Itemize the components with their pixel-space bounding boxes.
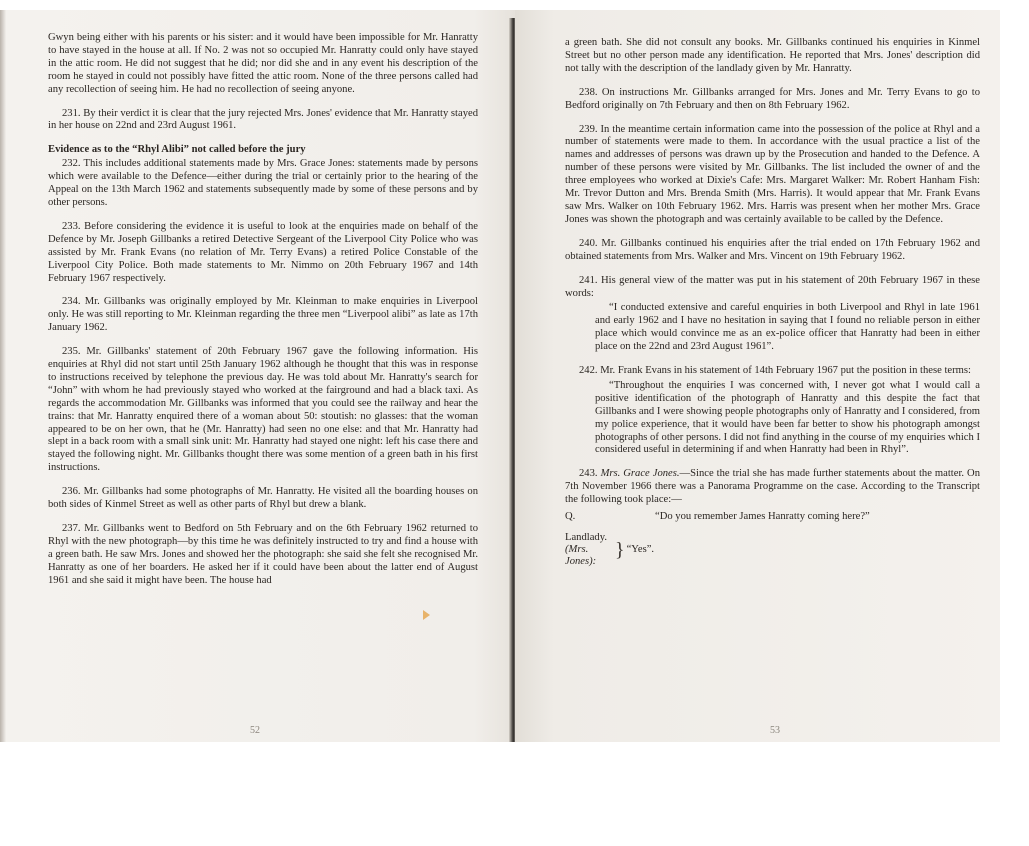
- question-text: “Do you remember James Hanratty coming here?”: [655, 511, 870, 523]
- paragraph-240: 240. Mr. Gillbanks continued his enquiries after the trial ended on 17th February 1962 and obtained statements from Mrs. Walker and Mrs. Vincent on 19th February 1962.: [565, 237, 980, 262]
- right-page: [515, 10, 1000, 742]
- paragraph-243-text: —Since the trial she has made further statements about the matter. On 7th November 1966 there was a Panorama Programme on the case. According to the Transcript the following took place:—: [565, 468, 980, 506]
- paragraph-235: 235. Mr. Gillbanks' statement of 20th February 1967 gave the following information. His enquiries at Rhyl did not start until 25th January 1962 although he thought that this was in response to instructions received by telephone the previous day. He was told about Mr. Hanratty's search for “John” with whom he had previously stayed who worked at the fairground and had a black taxi. As regards the accommodation Mr. Gillbanks was informed that you could see the railway and hear the trains: that Mr. Hanratty enquired there of a woman about 50: stoutish: no glasses: that the woman appeared to be on her own, that he (Mr. Hanratty) had seen no one else: and that Mr. Hanratty had slept in a back room with a small sink unit: Mr. Hanratty had stayed one night: left his case there and stayed the following night. Mr. Gillbanks thought there was some mention of a green bath in his first instructions.: [48, 346, 478, 474]
- speaker-role: Landlady.: [565, 532, 607, 543]
- paragraph-239: 239. In the meantime certain information came into the possession of the police at Rhyl and a number of statements were made to them. In accordance with the usual practice a list of the names and addresses of persons was drawn up by the Prosecution and handed to the Defence. A number of these persons were visited by Mr. Gillbanks. The list included the owner of and the three employees who worked at Dixie's Cafe: Mrs. Margaret Walker: Mr. Robert Hanham Fish: Mr. Trevor Dutton and Mrs. Brenda Smith (Mrs. Harris). It would appear that Mr. Frank Evans saw Mrs. Walker on 10th February 1962. Mrs. Harris was present when her mother Mrs. Grace Jones was shown the photograph and was certainly available to be called by the Defence.: [565, 123, 980, 225]
- paragraph-238: 238. On instructions Mr. Gillbanks arranged for Mrs. Jones and Mr. Terry Evans to go to Bedford originally on 7th February and then on 8th February 1962.: [565, 86, 980, 111]
- brace-icon: }: [615, 539, 625, 561]
- paragraph-241: 241. His general view of the matter was put in his statement of 20th February 1967 in these words:: [565, 274, 980, 299]
- page-edge-shadow: [0, 10, 6, 742]
- bookmark-arrow-icon: [423, 610, 430, 620]
- paragraph-243-number: 243.: [579, 468, 598, 480]
- paragraph-231: 231. By their verdict it is clear that the jury rejected Mrs. Jones' evidence that Mr. Hanratty stayed in her house on 22nd and 23rd August 1961.: [48, 107, 478, 132]
- paragraph-232: 232. This includes additional statements made by Mrs. Grace Jones: statements made by persons which were available to the Defence—either during the trial or certainly prior to the hearing of the Appeal on the 13th March 1962 and statements subsequently made by some of these persons and by other persons.: [48, 158, 478, 208]
- paragraph-242: 242. Mr. Frank Evans in his statement of 14th February 1967 put the position in these terms:: [579, 365, 971, 377]
- speaker-label: [565, 532, 613, 568]
- answer-text: “Yes”.: [626, 543, 655, 555]
- page-number-right: 53: [770, 725, 780, 737]
- continued-paragraph: Gwyn being either with his parents or his sister: and it would have been impossible for Mr. Hanratty to have stayed in the house at all. If No. 2 was not so occupied Mr. Hanratty could only have stayed in the attic room. He did not suggest that he did; nor did she and in any event his description of the room he stayed in could not possibly have fitted the attic room. None of the three persons called had any recollection of seeing him. He had no recollection of seeing anyone.: [48, 32, 478, 95]
- speaker-name: (Mrs. Jones):: [565, 544, 597, 567]
- paragraph-236: 236. Mr. Gillbanks had some photographs of Mr. Hanratty. He visited all the boarding houses on both sides of Kinmel Street as well as other parts of Rhyl but drew a blank.: [48, 486, 478, 511]
- paragraph-234: 234. Mr. Gillbanks was originally employed by Mr. Kleinman to make enquiries in Liverpool only. He was still reporting to Mr. Kleinman regarding the three men “Liverpool alibi” as late as 17th January 1962.: [48, 296, 478, 334]
- paragraph-243-name: Mrs. Grace Jones.: [600, 468, 680, 480]
- book-spread: [0, 10, 1000, 742]
- page-number-left: 52: [250, 725, 260, 737]
- paragraph-233: 233. Before considering the evidence it is useful to look at the enquiries made on behalf of the Defence by Mr. Joseph Gillbanks a retired Detective Sergeant of the Liverpool City Police who was assisted by Mr. Frank Evans (no relation of Mr. Terry Evans) a retired Police Constable of the Liverpool City Police. Both made statements to Mr. Nimmo on 20th February 1967 and 14th February 1967 respectively.: [48, 220, 478, 284]
- quote-gillbanks: “I conducted extensive and careful enquiries in both Liverpool and Rhyl in late 1961 and early 1962 and I have no hesitation in saying that I found no reliable person in either place which would convince me as an ex-police officer that Hanratty had been in either place on the 22nd and 23rd August 1961”.: [595, 302, 980, 353]
- paragraph-237: 237. Mr. Gillbanks went to Bedford on 5th February and on the 6th February 1962 returned to Rhyl with the new photograph—by this time he was definitely instructed to try and find a house with a green bath. He saw Mrs. Jones and showed her the photograph: she said she felt she recognised Mr. Hanratty as one of her boarders. He asked her if it could have been about the latter end of August 1961 and she said it might have been. The house had: [48, 523, 478, 586]
- paragraph-243: [565, 468, 980, 507]
- section-heading: Evidence as to the “Rhyl Alibi” not called before the jury: [48, 144, 306, 156]
- quote-frank-evans: “Throughout the enquiries I was concerned with, I never got what I would call a positive identification of the photograph of Hanratty and this despite the fact that Gillbanks and I were showing people photographs only of Hanratty and I considered, from my police experience, that it would have been far better to show his photograph amongst photographs of other persons. I did not find anything in the course of my enquiries which I considered useful in determining if and when Hanratty had been in Rhyl”.: [595, 379, 980, 456]
- transcript-answer: [565, 532, 980, 568]
- continued-paragraph: a green bath. She did not consult any books. Mr. Gillbanks continued his enquiries in Kinmel Street but no other person made any identification. He reported that Mrs. Jones' description did not tally with the description of the landlady given by Mr. Hanratty.: [565, 37, 980, 74]
- left-page: [0, 10, 515, 742]
- question-label: Q.: [565, 511, 576, 523]
- transcript-question: [565, 511, 980, 524]
